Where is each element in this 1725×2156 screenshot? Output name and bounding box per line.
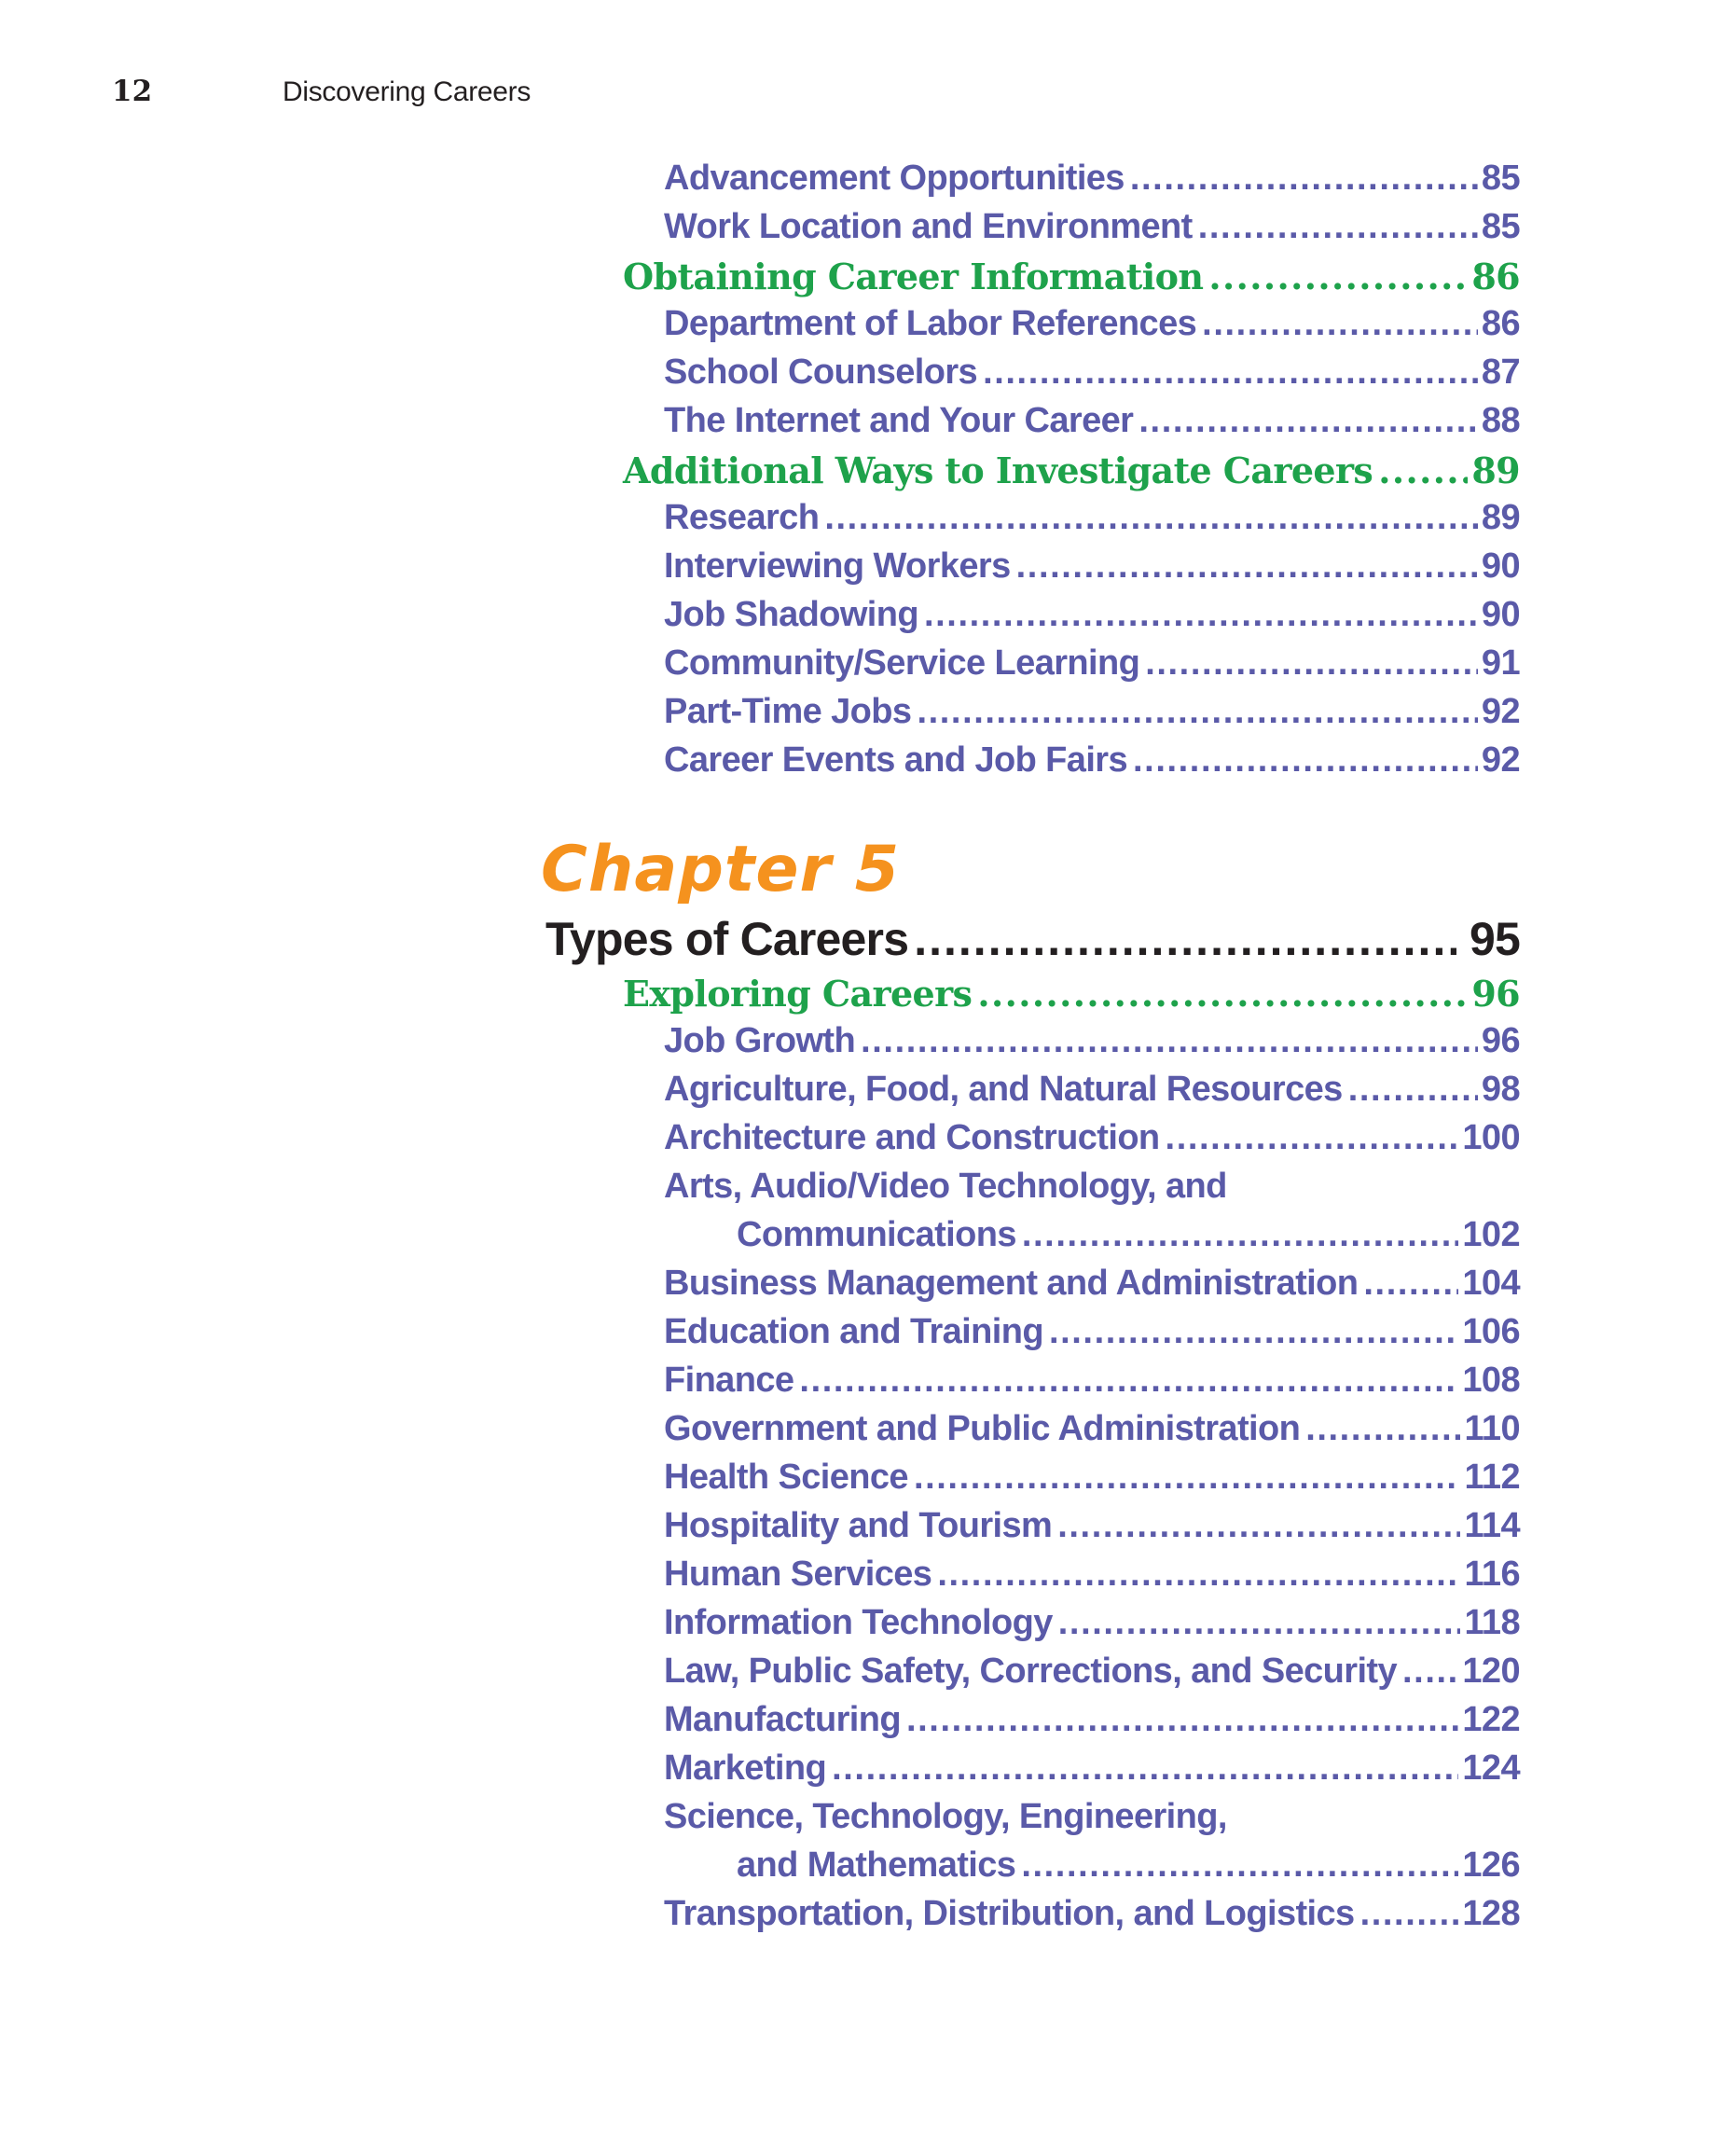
dot-leader [917,692,1477,732]
toc-entry-label: Career Events and Job Fairs [664,740,1128,780]
toc-entry-health-science[interactable] [664,1458,1520,1498]
toc-entry-label: Part-Time Jobs [664,692,912,731]
toc-entry-law-public-safety[interactable] [664,1652,1520,1692]
toc-entry-page: 106 [1462,1312,1520,1351]
toc-entry-page: 110 [1464,1409,1520,1448]
toc-entry-page: 116 [1464,1555,1520,1594]
toc-entry-page: 90 [1481,595,1520,634]
toc-entry-business[interactable] [664,1264,1520,1304]
toc-section-label: Exploring Careers [623,973,973,1015]
toc-section-obtaining-career-information[interactable] [623,256,1520,297]
toc-entry-page: 85 [1481,207,1520,246]
toc-entry-government[interactable] [664,1409,1520,1449]
toc-entry-transportation[interactable] [664,1894,1520,1934]
dot-leader [924,595,1478,635]
toc-entry-agriculture[interactable] [664,1070,1520,1110]
toc-entry-label: Law, Public Safety, Corrections, and Security [664,1652,1397,1691]
toc-entry-label: Work Location and Environment [664,207,1193,246]
toc-entry-page: 96 [1481,1021,1520,1060]
dot-leader [1202,304,1478,344]
toc-entry-hospitality[interactable] [664,1506,1520,1546]
toc-entry-label: and Mathematics [737,1845,1016,1885]
toc-entry-page: 91 [1481,643,1520,683]
toc-entry-label: Interviewing Workers [664,546,1011,586]
toc-entry-label: Department of Labor References [664,304,1197,343]
dot-leader [1348,1070,1478,1110]
toc-entry-label: Job Growth [664,1021,856,1060]
toc-entry-arts-line1: Arts, Audio/Video Technology, and [664,1167,1227,1206]
toc-entry-page: 126 [1462,1845,1520,1885]
toc-entry-research[interactable] [664,498,1520,538]
toc-entry-label: School Counselors [664,352,978,392]
toc-entry-page: 90 [1481,546,1520,586]
toc-entry-label: Information Technology [664,1603,1053,1642]
toc-entry-label: Architecture and Construction [664,1118,1160,1157]
dot-leader [824,498,1478,538]
toc-entry-page: 122 [1462,1700,1520,1739]
toc-entry-label: Advancement Opportunities [664,159,1125,198]
toc-entry-page: 87 [1481,352,1520,392]
toc-entry-department-of-labor[interactable] [664,304,1520,344]
toc-entry-label: Research [664,498,820,537]
toc-entry-label: Education and Training [664,1312,1043,1351]
toc-entry-work-location[interactable] [664,207,1520,247]
dot-leader [1022,1215,1459,1255]
toc-entry-page: 92 [1481,740,1520,780]
dot-leader [977,973,1468,1015]
toc-entry-label: Manufacturing [664,1700,901,1739]
toc-entry-arts-communications[interactable] [737,1215,1520,1255]
dot-leader [1130,159,1478,199]
toc-entry-school-counselors[interactable] [664,352,1520,393]
toc-entry-label: Business Management and Administration [664,1264,1359,1303]
dot-leader [1058,1603,1461,1643]
toc-chapter-types-of-careers[interactable] [545,912,1520,966]
toc-entry-label: Community/Service Learning [664,643,1140,683]
dot-leader [937,1555,1460,1595]
toc-entry-marketing[interactable] [664,1748,1520,1789]
toc-entry-internet-and-career[interactable] [664,401,1520,441]
toc-section-label: Additional Ways to Investigate Careers [623,449,1373,491]
dot-leader [1166,1118,1459,1158]
toc-entry-page: 124 [1462,1748,1520,1788]
dot-leader [1016,546,1478,587]
dot-leader [983,352,1478,393]
toc-entry-page: 102 [1462,1215,1520,1254]
toc-entry-page: 88 [1481,401,1520,440]
toc-entry-page: 100 [1462,1118,1520,1157]
dot-leader [1021,1845,1458,1886]
toc-entry-label: Hospitality and Tourism [664,1506,1053,1545]
toc-entry-label: The Internet and Your Career [664,401,1134,440]
dot-leader [832,1748,1458,1789]
toc-entry-page: 114 [1464,1506,1520,1545]
toc-entry-page: 104 [1462,1264,1520,1303]
toc-entry-finance[interactable] [664,1361,1520,1401]
toc-entry-architecture[interactable] [664,1118,1520,1158]
toc-entry-page: 112 [1464,1458,1520,1497]
toc-entry-page: 85 [1481,159,1520,198]
chapter-title: Types of Careers [545,913,909,965]
dot-leader [1402,1652,1458,1692]
toc-entry-stem-line1: Science, Technology, Engineering, [664,1797,1227,1836]
dot-leader [1049,1312,1458,1352]
dot-leader [799,1361,1458,1401]
toc-entry-job-shadowing[interactable] [664,595,1520,635]
toc-entry-part-time-jobs[interactable] [664,692,1520,732]
toc-entry-page: 118 [1464,1603,1520,1642]
toc-entry-community-service-learning[interactable] [664,643,1520,684]
toc-entry-page: 120 [1462,1652,1520,1691]
toc-entry-page: 92 [1481,692,1520,731]
dot-leader [1208,256,1468,297]
dot-leader [914,1458,1461,1498]
chapter-label: Chapter 5 [541,833,901,906]
dot-leader [1305,1409,1460,1449]
toc-entry-information-technology[interactable] [664,1603,1520,1643]
dot-leader [1145,643,1478,684]
toc-entry-label: Health Science [664,1458,908,1497]
toc-entry-label: Government and Public Administration [664,1409,1301,1448]
dot-leader [861,1021,1478,1061]
toc-entry-label: Finance [664,1361,794,1400]
toc-entry-label: Marketing [664,1748,827,1788]
toc-section-page: 89 [1471,449,1520,491]
toc-entry-human-services[interactable] [664,1555,1520,1595]
dot-leader [1198,207,1478,247]
toc-entry-interviewing-workers[interactable] [664,546,1520,587]
toc-entry-manufacturing[interactable] [664,1700,1520,1740]
toc-section-additional-ways[interactable] [623,449,1520,491]
dot-leader [1138,401,1478,441]
toc-entry-page: 98 [1481,1070,1520,1109]
toc-entry-page: 86 [1481,304,1520,343]
dot-leader [1363,1264,1458,1304]
dot-leader [1360,1894,1459,1934]
page-number: 12 [112,75,153,108]
dot-leader [906,1700,1458,1740]
toc-entry-label: Transportation, Distribution, and Logistics [664,1894,1355,1933]
toc-entry-label: Human Services [664,1555,932,1594]
toc-entry-label: Job Shadowing [664,595,918,634]
toc-entry-advancement-opportunities[interactable] [664,159,1520,199]
toc-entry-stem-mathematics[interactable] [737,1845,1520,1886]
toc-section-exploring-careers[interactable] [623,973,1520,1015]
toc-entry-label: Communications [737,1215,1016,1254]
toc-entry-career-events[interactable] [664,740,1520,781]
toc-entry-page: 89 [1481,498,1520,537]
toc-entry-job-growth[interactable] [664,1021,1520,1061]
dot-leader [1133,740,1478,781]
toc-section-page: 96 [1471,973,1520,1015]
page-header [112,75,531,121]
toc-entry-page: 128 [1462,1894,1520,1933]
toc-section-label: Obtaining Career Information [623,256,1204,297]
toc-entry-label: Agriculture, Food, and Natural Resources [664,1070,1343,1109]
dot-leader [914,912,1456,966]
toc-section-page: 86 [1471,256,1520,297]
dot-leader [1057,1506,1460,1546]
dot-leader [1378,449,1468,491]
chapter-page: 95 [1469,913,1520,965]
running-head: Discovering Careers [283,76,531,107]
toc-entry-page: 108 [1462,1361,1520,1400]
toc-entry-education[interactable] [664,1312,1520,1352]
